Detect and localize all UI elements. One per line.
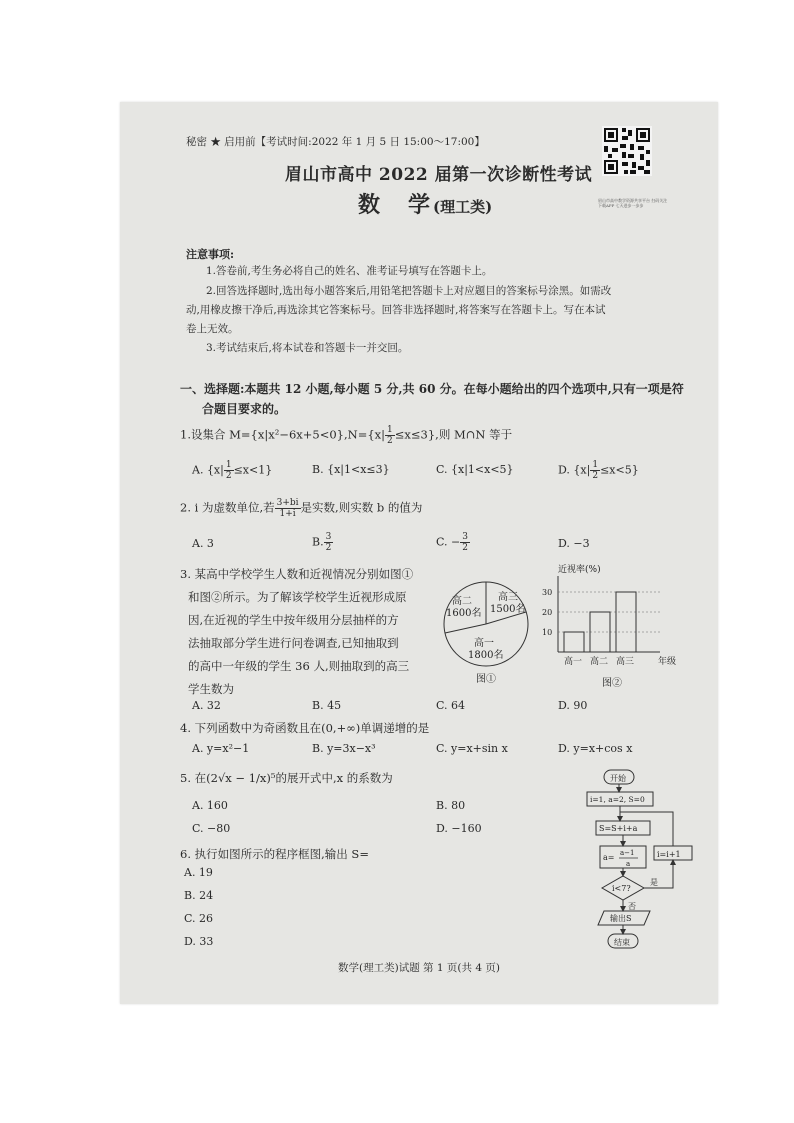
flow-start: 开始 <box>610 774 626 783</box>
secret-header: 秘密 ★ 启用前【考试时间:2022 年 1 月 5 日 15:00～17:00】 <box>186 136 485 148</box>
q5-option-b: B. 80 <box>436 799 466 812</box>
flow-output: 输出S <box>610 914 632 923</box>
question-6: 6. 执行如图所示的程序框图,输出 S= <box>180 847 369 861</box>
x-tick-label: 高三 <box>616 657 635 667</box>
x-tick-label: 高一 <box>564 657 583 667</box>
notice-item: 3.考试结束后,将本试卷和答题卡一并交回。 <box>206 342 409 354</box>
pie-value: 1500名 <box>490 604 526 615</box>
pie-value: 1600名 <box>446 608 482 619</box>
q6-option-a: A. 19 <box>184 866 213 879</box>
x-axis-label: 年级 <box>658 657 677 667</box>
q4-option-d: D. y=x+cos x <box>558 742 633 755</box>
figure-label: 图① <box>476 674 496 685</box>
q2-option-a: A. 3 <box>192 537 214 550</box>
bar-chart <box>540 562 690 692</box>
q1-option-c: C. {x|1<x<5} <box>436 463 514 476</box>
q5-option-a: A. 160 <box>192 799 228 812</box>
q6-option-d: D. 33 <box>184 935 214 948</box>
subject-title: 数 学(理工类) <box>358 192 493 218</box>
flow-yes: 是 <box>650 878 658 887</box>
question-2: 2. i 为虚数单位,若 $\frac{3+bi}{1+i}$ 是实数,则实数 b 的值为 <box>180 498 423 519</box>
notice-item: 2.回答选择题时,选出每小题答案后,用铅笔把答题卡上对应题目的答案标号涂黑。如需改 <box>206 285 612 297</box>
notice-item: 动,用橡皮擦干净后,再选涂其它答案标号。回答非选择题时,将答案写在答题卡上。写在本试 <box>186 304 606 316</box>
q1-option-a: A. {x| $\frac{1}{2}$ ≤x<1} <box>192 460 273 481</box>
flow-init: i=1, a=2, S=0 <box>590 795 645 804</box>
question-5: 5. 在(2√x − 1/x)⁵的展开式中,x 的系数为 <box>180 771 393 785</box>
notice-item: 卷上无效。 <box>186 323 239 335</box>
q4-option-a: A. y=x²−1 <box>192 742 250 755</box>
q3-option-d: D. 90 <box>558 699 588 712</box>
page-footer: 数学(理工类)试题 第 1 页(共 4 页) <box>338 962 500 974</box>
bar <box>564 632 584 652</box>
q3-option-a: A. 32 <box>192 699 221 712</box>
flow-step1: S=S+i+a <box>599 824 638 833</box>
flow-cond: i<7? <box>612 884 631 893</box>
section-heading-cont: 合题目要求的。 <box>202 402 287 416</box>
q5-option-d: D. −160 <box>436 822 482 835</box>
notice-item: 1.答卷前,考生务必将自己的姓名、准考证号填写在答题卡上。 <box>206 265 493 277</box>
exam-page <box>120 102 718 1004</box>
question-4: 4. 下列函数中为奇函数且在(0,+∞)单调递增的是 <box>180 721 430 735</box>
q2-option-d: D. −3 <box>558 537 590 550</box>
q5-option-c: C. −80 <box>192 822 231 835</box>
qr-code-icon <box>602 126 652 176</box>
q5-expression: (2√x − 1/x)⁵ <box>206 771 276 785</box>
pie-value: 1800名 <box>468 650 504 661</box>
y-axis-label: 近视率(%) <box>558 565 601 575</box>
q4-option-c: C. y=x+sin x <box>436 742 508 755</box>
q2-option-b: B. $\frac{3}{2}$ <box>312 532 332 553</box>
q4-option-b: B. y=3x−x³ <box>312 742 376 755</box>
y-tick-label: 10 <box>542 628 553 637</box>
exam-title: 眉山市高中 2022 届第一次诊断性考试 <box>285 165 593 185</box>
q1-option-b: B. {x|1<x≤3} <box>312 463 390 476</box>
y-tick-label: 30 <box>542 588 553 597</box>
flow-no: 否 <box>628 902 636 911</box>
question-3-line: 学生数为 <box>188 682 234 696</box>
question-3-line: 和图②所示。为了解该学校学生近视形成原 <box>188 590 407 604</box>
q2-option-c: C. − $\frac{3}{2}$ <box>436 532 468 553</box>
flow-end: 结束 <box>614 938 630 947</box>
pie-label: 高三 <box>498 592 518 603</box>
flow-inc: i=i+1 <box>657 850 681 859</box>
question-3-line: 的高中一年级的学生 36 人,则抽取到的高三 <box>188 659 410 673</box>
y-tick-label: 20 <box>542 608 553 617</box>
notice-heading: 注意事项: <box>186 248 235 261</box>
section-heading: 一、选择题:本题共 12 小题,每小题 5 分,共 60 分。在每小题给出的四个选项中,只有一项是符 <box>180 382 684 396</box>
question-3-line: 法抽取部分学生进行问卷调查,已知抽取到 <box>188 636 399 650</box>
pie-divider <box>445 624 486 633</box>
q3-option-b: B. 45 <box>312 699 342 712</box>
flow-step2-pre: a= <box>603 853 615 862</box>
x-tick-label: 高二 <box>590 657 609 667</box>
pie-chart <box>440 560 540 688</box>
pie-label: 高二 <box>452 596 472 607</box>
question-3-line: 因,在近视的学生中按年级用分层抽样的方 <box>188 613 399 627</box>
bar <box>616 592 636 652</box>
q1-option-d: D. {x| $\frac{1}{2}$ ≤x<5} <box>558 460 639 481</box>
question-3-line: 3. 某高中学校学生人数和近视情况分别如图① <box>180 567 414 581</box>
flowchart <box>582 768 702 958</box>
q3-option-c: C. 64 <box>436 699 466 712</box>
q6-option-b: B. 24 <box>184 889 214 902</box>
flow-step2-num: a−1 <box>620 849 635 857</box>
flow-step2-den: a <box>626 860 631 868</box>
question-1: 1.设集合 M={x|x²−6x+5<0},N={x| $\frac{1}{2}$ ≤x≤3},则 M∩N 等于 <box>180 425 513 446</box>
pie-label: 高一 <box>474 638 494 649</box>
figure-label: 图② <box>602 678 622 689</box>
qr-caption: 眉山市高中教学资源共享平台 扫码关注 下载APP 七天进步一步步 <box>598 198 668 208</box>
q6-option-c: C. 26 <box>184 912 214 925</box>
